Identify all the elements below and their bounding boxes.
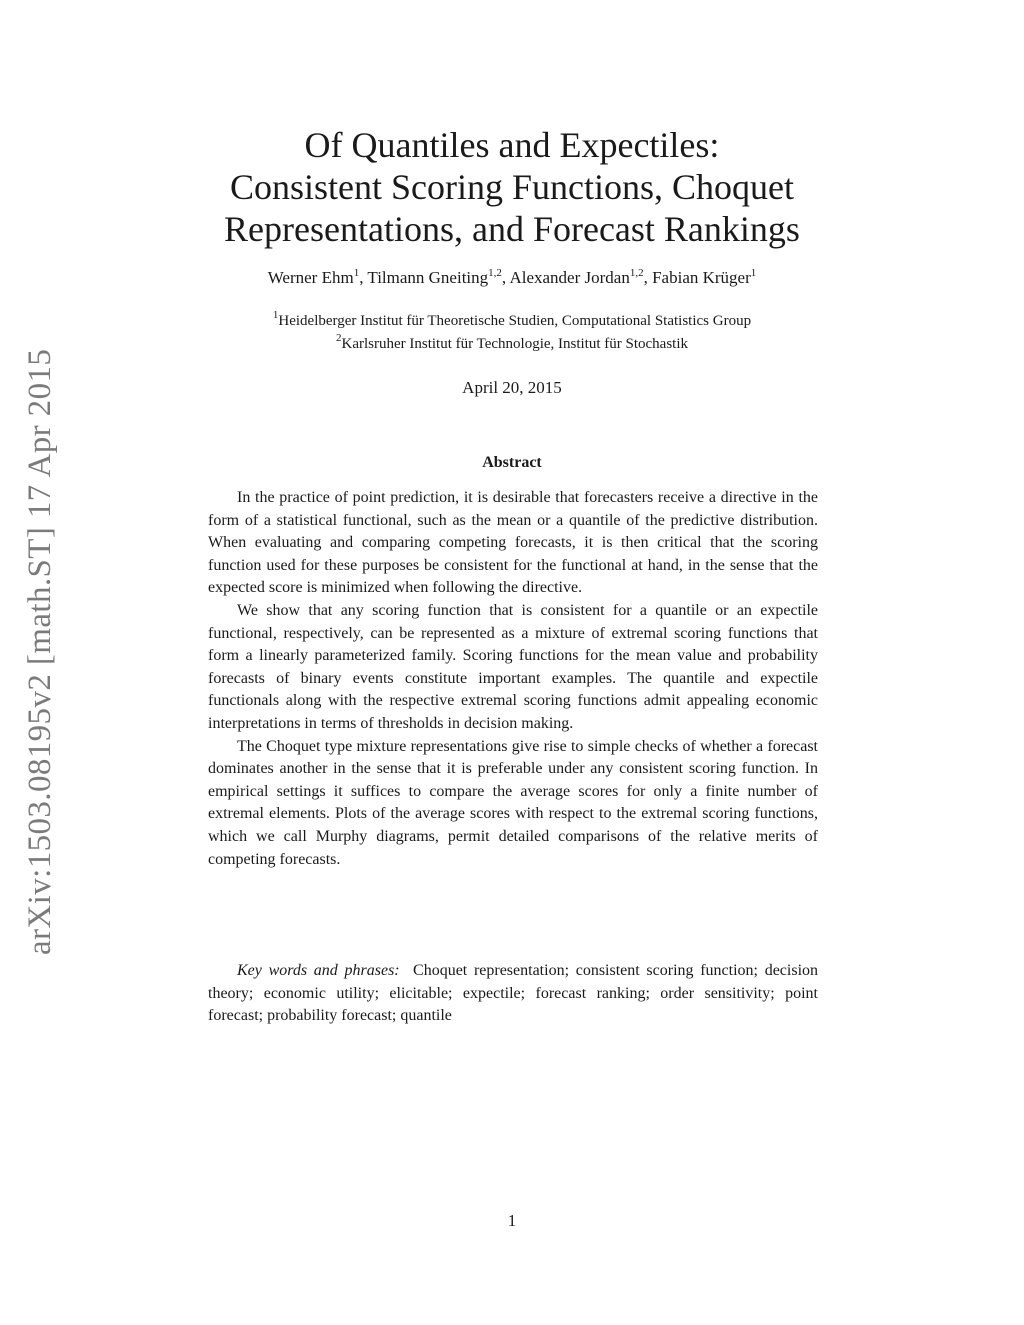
keywords-block — [208, 960, 818, 1028]
author-name: Werner Ehm — [267, 268, 354, 287]
title-line-2: Consistent Scoring Functions, Choquet — [229, 167, 794, 207]
author-affiliation-mark: 1,2 — [629, 267, 644, 279]
affiliation-list — [0, 310, 1024, 356]
affiliation-text: Karlsruher Institut für Technologie, Institut für Stochastik — [341, 336, 689, 352]
affiliation-mark: 2 — [335, 332, 342, 344]
arxiv-identifier-stamp: arXiv:1503.08195v2 [math.ST] 17 Apr 2015 — [22, 348, 58, 955]
author-affiliation-mark: 1,2 — [488, 267, 502, 279]
title-line-1: Of Quantiles and Expectiles: — [304, 125, 720, 165]
title-line-3: Representations, and Forecast Rankings — [224, 209, 800, 249]
abstract-paragraph: The Choquet type mixture representations give rise to simple checks of whether a forecast dominates another in the sense that it is preferable under any consistent scoring function. In empirical settings it suffices to compare the average scores for only a finite number of extremal elements. Plots of the average scores with respect to the extremal scoring functions, which we call Murphy diagrams, permit detailed comparisons of the relative merits of competing forecasts. — [208, 737, 818, 868]
author-separator: , — [359, 268, 368, 287]
author-list — [0, 266, 1024, 290]
paper-title — [0, 124, 1024, 250]
keywords-text: Choquet representation; consistent scoring function; decision theory; economic utility; elicitable; expectile; forecast ranking; order sensitivity; point forecast; probability forecast; quantile — [208, 962, 819, 1025]
author-separator: , — [643, 268, 653, 287]
affiliation-mark: 1 — [272, 309, 279, 321]
author-separator: , — [501, 268, 510, 287]
page-number: 1 — [507, 1211, 517, 1230]
author-affiliation-mark: 1 — [353, 267, 360, 279]
keywords-label: Key words and phrases: — [237, 962, 400, 979]
abstract-heading: Abstract — [482, 454, 542, 471]
abstract-body — [208, 487, 818, 871]
affiliation-1 — [0, 310, 1024, 333]
affiliation-2 — [0, 333, 1024, 356]
publication-date: April 20, 2015 — [462, 378, 562, 397]
abstract-paragraph: We show that any scoring function that is consistent for a quantile or an expectile functional, respectively, can be represented as a mixture of extremal scoring functions that form a linearly parameterized family. Scoring functions for the mean value and probability forecasts of binary events constitute important examples. The quantile and expectile functionals along with the respective extremal scoring functions admit appealing economic interpretations in terms of thresholds in decision making. — [208, 601, 818, 732]
author-name: Tilmann Gneiting — [367, 268, 489, 287]
author-name: Fabian Krüger — [652, 268, 751, 287]
abstract-paragraph: In the practice of point prediction, it is desirable that forecasters receive a directive in the form of a statistical functional, such as the mean or a quantile of the predictive distribution. When evaluating and comparing competing forecasts, it is then critical that the scoring function used for these purposes be consistent for the functional at hand, in the sense that the expected score is minimized when following the directive. — [208, 489, 818, 597]
affiliation-text: Heidelberger Institut für Theoretische Studien, Computational Statistics Group — [278, 313, 752, 329]
author-name: Alexander Jordan — [509, 268, 630, 287]
author-affiliation-mark: 1 — [750, 267, 757, 279]
